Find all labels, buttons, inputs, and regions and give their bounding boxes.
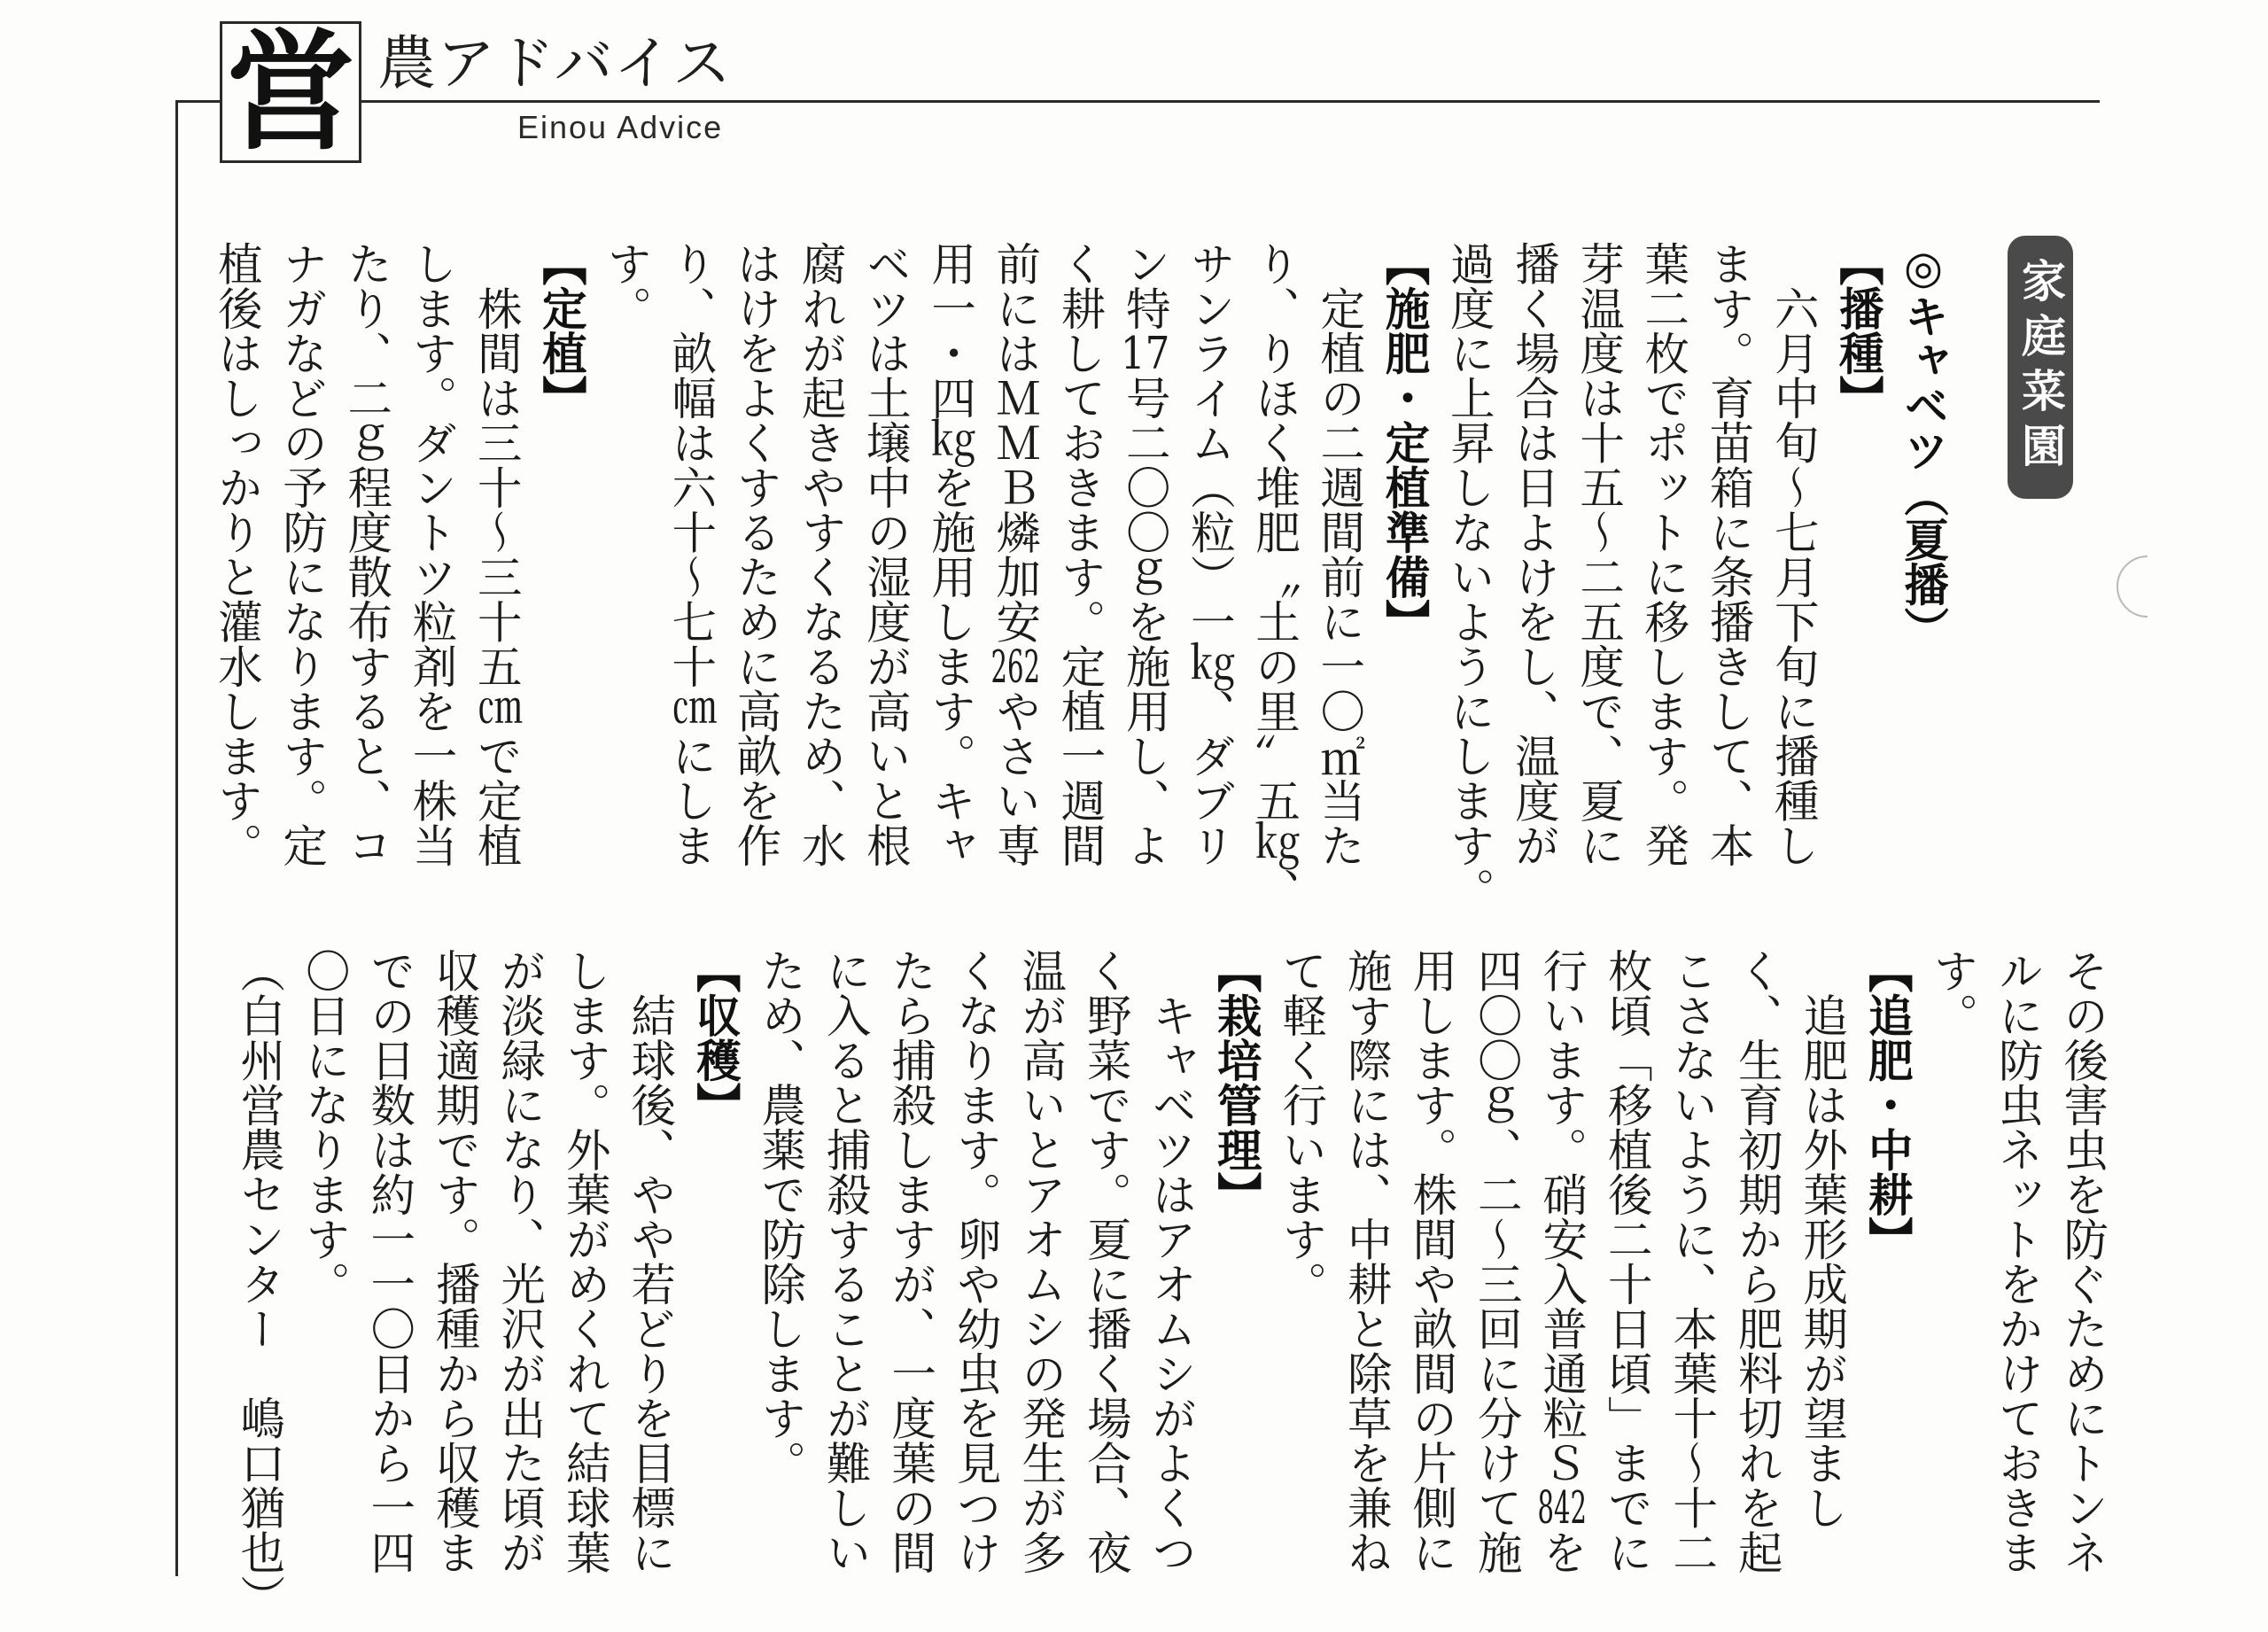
text-column: 用一・四㎏を施用します。キャ	[924, 241, 977, 867]
text-column: 四〇〇ｇ、二～三回に分けて施	[1471, 948, 1524, 1574]
text-column: 〇日になります。	[299, 948, 352, 1306]
text-column: ルに防虫ネットをかけておきま	[1992, 948, 2045, 1574]
text-column: て軽く行います。	[1275, 948, 1328, 1306]
text-column: その後害虫を防ぐためにトンネ	[2056, 948, 2109, 1574]
text-column: はけをよくするために高畝を作	[729, 241, 782, 867]
text-column: す。	[600, 241, 653, 330]
text-column: での日数は約一一〇日から一四	[363, 948, 416, 1574]
text-column: 過度に上昇しないようにします。	[1443, 241, 1496, 913]
category-label	[2008, 236, 2073, 499]
text-column: 植後はしっかりと灌水します。	[211, 241, 264, 867]
text-column: します。外葉がめくれて結球葉	[559, 948, 612, 1574]
text-column: 収穫適期です。播種から収穫ま	[429, 948, 482, 1574]
text-column: ベツは土壌中の湿度が高いと根	[859, 241, 913, 867]
text-column: す。	[1926, 948, 1979, 1037]
text-column: が淡緑になり、光沢が出た頃が	[493, 948, 547, 1574]
text-column: 追肥は外葉形成期が望まし	[1796, 948, 1849, 1530]
section-heading: 【播種】	[1832, 241, 1885, 420]
text-column: 六月中旬～七月下旬に播種し	[1767, 241, 1821, 867]
section-heading: 【施肥・定植準備】	[1378, 241, 1431, 644]
text-column: く野菜です。夏に播く場合、夜	[1080, 948, 1133, 1574]
text-column: り、畝幅は六十～七十㎝にしま	[664, 241, 718, 867]
left-margin-rule	[175, 100, 178, 1576]
section-title: 農アドバイス	[377, 29, 733, 97]
text-column: く、生育初期から肥料切れを起	[1731, 948, 1784, 1574]
article-title: ◎キャベツ（夏播）	[1897, 241, 1950, 651]
text-column: に入ると捕殺することが難しい	[819, 948, 873, 1574]
text-column: 施す際には、中耕と除草を兼ね	[1340, 948, 1394, 1574]
text-column: 芽温度は十五～二五度で、夏に	[1573, 241, 1626, 867]
text-column: り、りほく堆肥〝土の里〟五㎏、	[1248, 241, 1301, 913]
header-rule	[176, 100, 2100, 103]
text-column: 葉二枚でポットに移します。発	[1637, 241, 1690, 867]
text-column: サンライム（粒）一㎏、ダブリ	[1184, 241, 1237, 867]
text-column: こさないように、本葉十～十二	[1666, 948, 1719, 1574]
text-column: く耕しておきます。定植一週間	[1053, 241, 1107, 867]
section-heading: 【栽培管理】	[1210, 948, 1263, 1216]
text-column: たら捕殺しますが、一度葉の間	[884, 948, 937, 1574]
text-column: ン特17号二〇〇ｇを施用し、よ	[1119, 241, 1172, 867]
text-column: します。ダントツ粒剤を一株当	[405, 241, 458, 867]
text-column: 腐れが起きやすくなるため、水	[795, 241, 848, 867]
text-column: 株間は三十～三十五㎝で定植	[470, 241, 524, 867]
text-column: 行います。硝安入普通粒Ｓ842を	[1535, 948, 1588, 1574]
logo-char: 営	[226, 16, 355, 167]
text-column: 播く場合は日よけをし、温度が	[1508, 241, 1561, 867]
text-column: 前にはＭＭＢ燐加安262やさい専	[989, 241, 1042, 867]
text-column: キャベツはアオムシがよくつ	[1145, 948, 1198, 1574]
section-heading: 【追肥・中耕】	[1861, 948, 1915, 1262]
logo-box	[220, 16, 361, 167]
text-column: ます。育苗箱に条播きして、本	[1702, 241, 1755, 867]
text-column: 温が高いとアオムシの発生が多	[1014, 948, 1068, 1574]
category-label-text: 家庭菜園	[2015, 257, 2066, 478]
text-column: ナガなどの予防になります。定	[276, 241, 329, 867]
byline: （白州営農センター 嶋口猶也）	[233, 948, 286, 1620]
text-column: 枚頃「移植後二十日頃」までに	[1601, 948, 1654, 1574]
section-heading: 【収穫】	[689, 948, 742, 1127]
section-heading: 【定植】	[535, 241, 588, 420]
section-subtitle: Einou Advice	[517, 109, 724, 145]
text-column: たり、二ｇ程度散布すると、コ	[340, 241, 393, 867]
text-column: ため、農薬で防除します。	[754, 948, 807, 1485]
text-column: 用します。株間や畝間の片側に	[1405, 948, 1458, 1574]
text-column: 定植の二週間前に一〇㎡当た	[1313, 241, 1366, 867]
text-column: くなります。卵や幼虫を見つけ	[950, 948, 1003, 1574]
text-column: 結球後、やや若どりを目標に	[624, 948, 677, 1574]
punch-hole-mark	[2107, 551, 2178, 622]
